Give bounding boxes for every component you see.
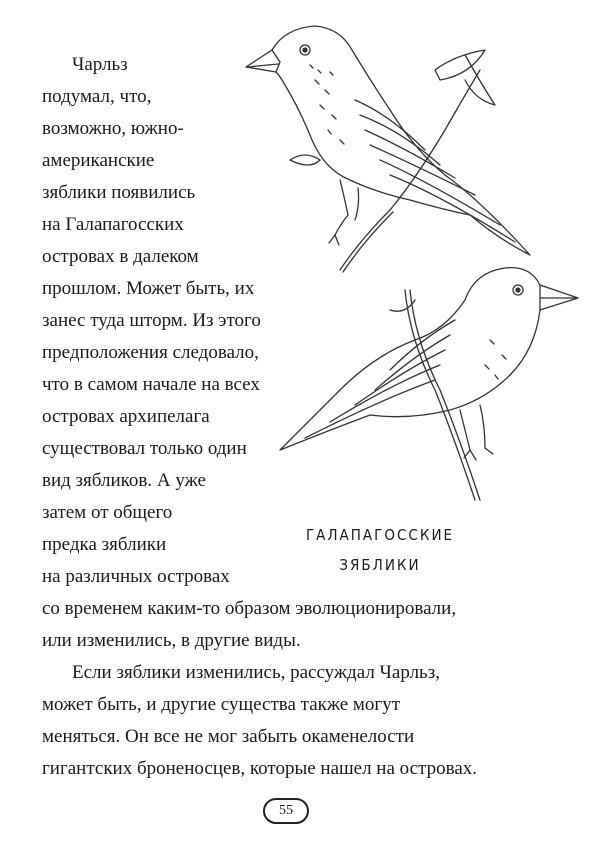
top-finch-drawing bbox=[246, 26, 530, 272]
text-line: что в самом начале на всех bbox=[42, 374, 260, 395]
text-line: существовал только один bbox=[42, 438, 247, 459]
text-line: возможно, южно- bbox=[42, 118, 184, 139]
text-line: меняться. Он все не мог забыть окаменелости bbox=[42, 726, 415, 747]
text-line: зяблики появились bbox=[42, 182, 196, 203]
text-line: прошлом. Может быть, их bbox=[42, 278, 255, 299]
text-line: занес туда шторм. Из этого bbox=[42, 310, 261, 331]
text-line: со временем каким-то образом эволюционировали, bbox=[42, 598, 457, 619]
text-line: вид зябликов. А уже bbox=[42, 470, 206, 491]
text-line: на Галапагосских bbox=[42, 214, 184, 235]
text-line: Если зяблики изменились, рассуждал Чарльз, bbox=[72, 662, 440, 683]
illustration-caption-line-2: ЗЯБЛИКИ bbox=[339, 556, 421, 574]
text-line: американские bbox=[42, 150, 155, 171]
finches-illustration bbox=[240, 10, 600, 530]
text-line: гигантских броненосцев, которые нашел на островах. bbox=[42, 758, 477, 779]
text-line: на различных островах bbox=[42, 566, 230, 587]
bottom-finch-drawing bbox=[280, 268, 578, 500]
text-line: затем от общего bbox=[42, 502, 173, 523]
text-line: подумал, что, bbox=[42, 86, 152, 107]
illustration-caption-line-1: ГАЛАПАГОССКИЕ bbox=[305, 526, 455, 544]
text-line: или изменились, в другие виды. bbox=[42, 630, 301, 651]
text-line: может быть, и другие существа также могут bbox=[42, 694, 401, 715]
text-line: Чарльз bbox=[72, 54, 128, 75]
text-line: предка зяблики bbox=[42, 534, 167, 555]
text-line: островах в далеком bbox=[42, 246, 199, 267]
page-number: 55 bbox=[263, 798, 309, 824]
text-line: предположения следовало, bbox=[42, 342, 259, 363]
text-line: островах архипелага bbox=[42, 406, 210, 427]
